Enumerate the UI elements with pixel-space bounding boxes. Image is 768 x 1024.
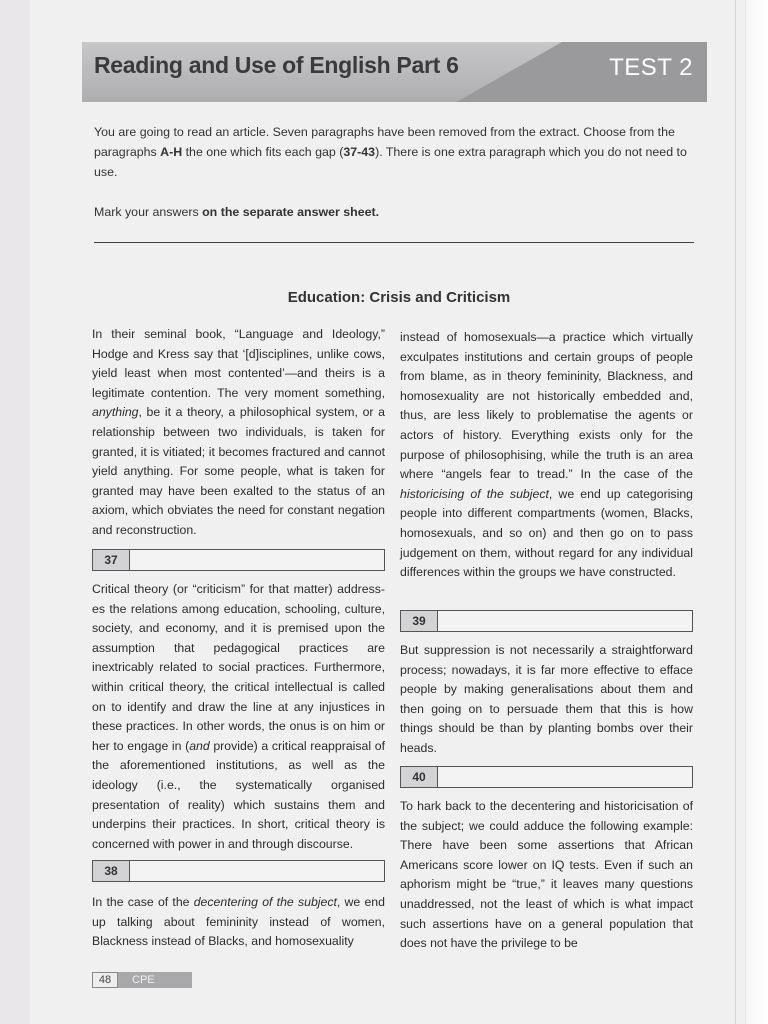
divider-rule xyxy=(94,242,694,243)
paragraph-4-emphasis: historicising of the subject xyxy=(400,486,549,501)
mark-answers-note xyxy=(94,202,704,222)
gap-number: 37 xyxy=(93,550,130,570)
instructions xyxy=(94,122,704,182)
section-banner xyxy=(82,42,707,102)
paragraph-1-emphasis: anything xyxy=(92,405,139,420)
paragraph-1-text-b: , be it a theory, a philosophical system, or a relationship between two individuals, is taken for granted, it is vitiated; it becomes fractured and cannot yield anything. For some people, what is taken for granted may have been exalted to the status of an axiom, which obviates the need for constant negation and reconstruction. xyxy=(92,405,385,537)
gap-box-37[interactable] xyxy=(92,549,385,571)
paragraph-3 xyxy=(92,893,385,952)
gap-box-39[interactable] xyxy=(400,610,693,632)
gap-box-38[interactable] xyxy=(92,860,385,882)
scan-edge xyxy=(746,0,768,1024)
paragraph-2-emphasis: and xyxy=(189,738,210,753)
instructions-line1: You are going to read an article. Seven paragraphs have been removed from the extract. Choose from the xyxy=(94,125,675,139)
mark-answers-pre: Mark your answers xyxy=(94,205,203,219)
paragraph-2-text-b: provide) a critical reappraisal of the aforementioned institutions, as well as the ideology (i.e., the systematically organised presentation of reality) which sustains them and underpins their practices. In short, critical theory is concerned with power in and through discourse. xyxy=(92,738,385,851)
paragraph-1-text-a: In their seminal book, “Language and Ideology,” Hodge and Kress say that ‘[d]isciplines, unlike cows, yield least when most contented’—and theirs is a legitimate contention. The very moment something, xyxy=(92,327,385,400)
mark-answers-emphasis: on the separate answer sheet. xyxy=(202,205,380,219)
instructions-line3: to use. xyxy=(94,145,687,179)
gap-number: 38 xyxy=(93,861,130,881)
paragraph-2 xyxy=(92,580,385,854)
paragraph-3-emphasis: decentering of the subject xyxy=(193,895,337,909)
test-label: TEST 2 xyxy=(609,54,693,81)
paragraph-4-text-a: instead of homosexuals—a practice which virtually exculpates institutions and certain groups of people from blame, as in theory femininity, Blackness, and homosexuality are not historically embedded and, thus, are less likely to problematise the agents or actors of history. Everything exists only for the purpose of philosophising, while the truth is an area where “angels fear to tread.” In the case of the xyxy=(400,330,693,482)
instructions-line2-pre: paragraphs xyxy=(94,145,161,159)
instructions-paragraph-range: A-H xyxy=(160,145,183,159)
paragraph-2-text-a: Critical theory (or “criticism” for that matter) address-es the relations among education, schooling, culture, society, and economy, and it is premised upon the assumption that pedagogical practices are inextricably related to social practices. Furthermore, within critical theory, the critical intellectual is called on to identify and draw the line at any injustices in these practices. In other words, the onus is on him or her to engage in ( xyxy=(92,582,385,753)
paragraph-3-text-a: In the case of the xyxy=(92,895,194,909)
paragraph-3-text-b: , we end up talking about femininity instead of women, Blackness instead of Blacks, and homosexuality xyxy=(92,895,385,949)
paragraph-6: To hark back to the decentering and historicisation of the subject; we could adduce the following example: There have been some assertions that African Americans score lower on IQ tests. Even if such an aphorism might be “true,” it leaves many questions unaddressed, not the least of which is what impact such assertions have on a general population that does not have the privilege to be xyxy=(400,799,693,951)
paragraph-4 xyxy=(400,328,693,583)
paragraph-5: But suppression is not necessarily a straightforward process; nowadays, it is far more effective to efface people by making generalisations about them and then going on to persuade them that this is how things should be than by planting bombs over their heads. xyxy=(400,643,693,755)
page-number: 48 xyxy=(92,972,118,988)
gap-number: 39 xyxy=(401,611,438,631)
instructions-gap-range: 37-43 xyxy=(343,145,376,159)
gap-box-40[interactable] xyxy=(400,766,693,788)
paragraph-1 xyxy=(92,325,385,541)
scan-edge-line xyxy=(735,0,736,1024)
article-title: Education: Crisis and Criticism xyxy=(287,289,511,306)
instructions-line2-post: ). There is one extra paragraph which you do not need xyxy=(375,145,674,159)
instructions-line2-mid: the one which fits each gap ( xyxy=(182,145,344,159)
page-footer xyxy=(92,972,192,988)
footer-label: CPE xyxy=(132,974,155,986)
gap-number: 40 xyxy=(401,767,438,787)
section-title: Reading and Use of English Part 6 xyxy=(94,52,459,78)
paragraph-4-text-b: , we end up categorising people into different compartments (women, Blacks, homosexuals, and so on) and then go on to pass judgement on them, without regard for any individual differences within the groups we have constructed. xyxy=(400,486,693,580)
